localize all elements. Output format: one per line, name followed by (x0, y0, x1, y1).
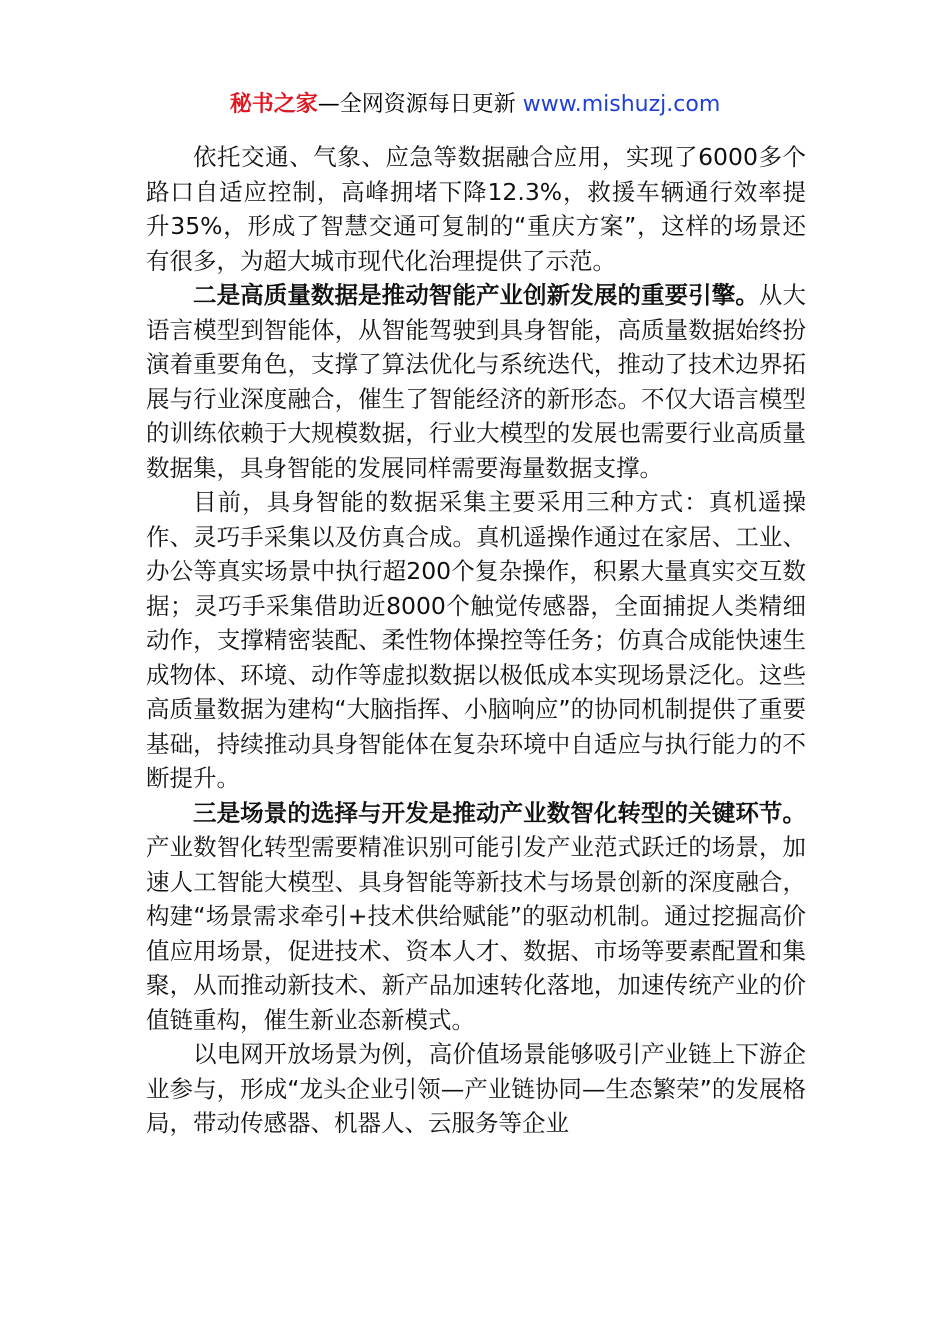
paragraph (146, 1037, 806, 1141)
paragraph-lead: 二是高质量数据是推动智能产业创新发展的重要引擎。 (193, 281, 759, 309)
site-url[interactable]: www.mishuzj.com (522, 92, 721, 117)
paragraph (146, 140, 806, 278)
paragraph-text: 以电网开放场景为例，高价值场景能够吸引产业链上下游企业参与，形成“龙头企业引领—产业链协同—生态繁荣”的发展格局，带动传感器、机器人、云服务等企业 (146, 1040, 806, 1137)
paragraph-lead: 三是场景的选择与开发是推动产业数智化转型的关键环节。 (193, 798, 806, 827)
site-header (0, 90, 950, 120)
paragraph (146, 278, 806, 485)
site-brand: 秘书之家 (229, 92, 318, 117)
paragraph-text: 从大语言模型到智能体，从智能驾驶到具身智能，高质量数据始终扮演着重要角色，支撑了算法优化与系统迭代，推动了技术边界拓展与行业深度融合，催生了智能经济的新形态。不仅大语言模型的训练依赖于大规模数据，行业大模型的发展也需要行业高质量数据集，具身智能的发展同样需要海量数据支撑。 (146, 281, 807, 482)
paragraph-text: 目前，具身智能的数据采集主要采用三种方式：真机遥操作、灵巧手采集以及仿真合成。真机遥操作通过在家居、工业、办公等真实场景中执行超200个复杂操作，积累大量真实交互数据；灵巧手采集借助近8000个触觉传感器，全面捕捉人类精细动作，支撑精密装配、柔性物体操控等任务；仿真合成能快速生成物体、环境、动作等虚拟数据以极低成本实现场景泛化。这些高质量数据为建构“大脑指挥、小脑响应”的协同机制提供了重要基础，持续推动具身智能体在复杂环境中自适应与执行能力的不断提升。 (146, 488, 806, 792)
site-tagline: —全网资源每日更新 (317, 92, 523, 117)
paragraph (146, 485, 806, 796)
article-body (146, 140, 806, 1141)
paragraph-text: 产业数智化转型需要精准识别可能引发产业范式跃迁的场景，加速人工智能大模型、具身智能等新技术与场景创新的深度融合，构建“场景需求牵引+技术供给赋能”的驱动机制。通过挖掘高价值应用场景，促进技术、资本人才、数据、市场等要素配置和集聚，从而推动新技术、新产品加速转化落地，加速传统产业的价值链重构，催生新业态新模式。 (146, 833, 806, 1034)
paragraph-text: 依托交通、气象、应急等数据融合应用，实现了6000多个路口自适应控制，高峰拥堵下降12.3%，救援车辆通行效率提升35%，形成了智慧交通可复制的“重庆方案”，这样的场景还有很多，为超大城市现代化治理提供了示范。 (146, 143, 806, 275)
paragraph (146, 796, 806, 1038)
